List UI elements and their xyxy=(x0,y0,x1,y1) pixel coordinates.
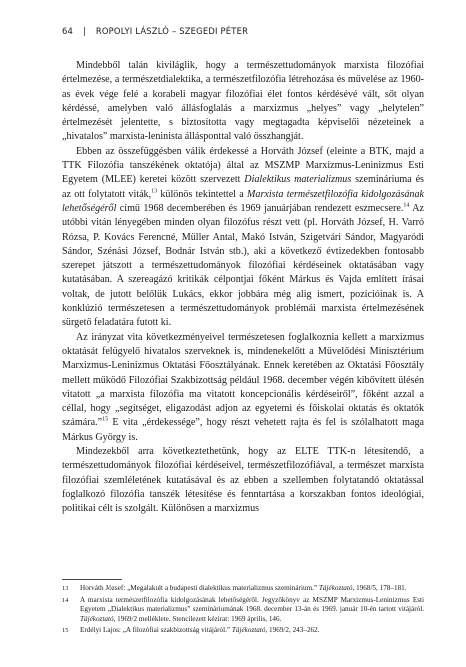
paragraph xyxy=(62,331,424,445)
page-number: 64 xyxy=(62,26,74,36)
paragraph xyxy=(62,59,424,145)
text-run: Az utóbbi vitán lényegében minden olyan filozófus részt vett (pl. Horváth József, H. Varró Rózsa, P. Kovács Ferencné, Müller Antal, Makó István, Szigetvári Sándor, Magyaródi Sándor, Szénási József, Bodnár István stb.), aki a következő évtizedekben fontosabb szerepet játszott a természettudományok filozófiai kérdéseinek oktatásában vagy kutatásában. A szereagázó kritikák célpontjai főként Márkus és Vajda említett írásai voltak, de jutott belőlük Lukács, ekkor jobbára még alig ismert, pozícióinak is. A konklúzió természetesen a természettudományok problémái marxista értelmezésének sürgető feladatára futott ki. xyxy=(62,202,424,329)
text-run: Horváth József: „Megalakult a budapesti dialektikus materializmus szeminárium.” xyxy=(80,584,319,592)
footnotes xyxy=(62,584,424,638)
header-separator: | xyxy=(82,26,86,36)
text-run: Erdélyi Lajos: „A filozófiai szakbizottság vitájáról.” xyxy=(80,626,232,635)
running-title: ROPOLYI LÁSZLÓ – SZEGEDI PÉTER xyxy=(95,26,249,36)
footnote-ref: 14 xyxy=(403,202,410,209)
text-run: A marxista természetfilozófia kidolgozásának lehetőségéről. Jegyzőkönyv az MSZMP Marxizmus-Leninizmus Esti Egyetem „Dialektikus materializmus” szemináriumának 1968. december 13-án és 1969. január 10-én tartott vitájáról. xyxy=(80,595,424,614)
footnote-ref: 13 xyxy=(151,188,158,195)
italic-text: Dialektikus materializmus xyxy=(244,174,352,186)
text-run: Ebben az összefüggésben válik érdekessé a Horváth József (eleinte a BTK, majd a TTK Filozófia tanszékének oktatója) által az MSZMP Marxizmus-Leninizmus Esti Egyetem (MLEE) keretei között szervezett xyxy=(62,145,424,186)
text-run: szemináriuma és az ott folytatott viták, xyxy=(62,174,424,200)
paragraph xyxy=(62,145,424,331)
footnote-text xyxy=(80,584,424,594)
text-run: című 1968 decemberében és 1969 januárjában rendezett eszmecsere. xyxy=(116,202,404,214)
text-run: , 1968/5, 178–181. xyxy=(352,584,407,592)
footnote xyxy=(62,626,424,636)
body-text xyxy=(62,59,424,517)
running-header xyxy=(62,26,248,36)
italic-text: Tájékoztató xyxy=(80,614,114,623)
footnote-ref: 15 xyxy=(102,417,109,424)
text-run: , 1969/2 melléklete. Stencilezett kézirat: 1969 április, 146. xyxy=(113,614,282,623)
paragraph xyxy=(62,445,424,516)
italic-text: Tájékoztató xyxy=(231,626,266,635)
footnote-text xyxy=(80,626,424,636)
footnote-text xyxy=(80,596,424,625)
text-run: Mindezekből arra következtethetünk, hogy az ELTE TTK-n létesítendő, a természettudományok filozófiai kérdéseivel, természetfilozófiával, a természet marxista filozófiai szemléletének kutatásával és az ebben a szellemben folytatandó oktatással foglalkozó filozófia tanszék létesítése és fenntartása a korszakban fontos ideológiai, politikai célt is szolgált. Különösen a marxizmus xyxy=(62,446,424,515)
text-run: , 1969/2, 243–262. xyxy=(265,626,320,635)
text-run: Az irányzat vita következményeivel természetesen foglalkoznia kellett a marxizmus oktatását felügyelő hivatalos szerveknek is, mindenekelőtt a Művelődési Minisztérium Marxizmus-Leninizmus Oktatási Főosztályának. Ennek keretében az Oktatási Főosztály mellett működő Filozófiai Szakbizottság például 1968. december végén kibővített ülésén vitatott „a marxista filozófia ma vitatott koncepcionális kérdéseiről”, főként azzal a céllal, hogy „segítséget, eligazodást adjon az egyetemi és főiskolai oktatás és oktatók számára.” xyxy=(62,331,424,429)
footnote-number: 13 xyxy=(62,585,69,592)
text-run: Mindebből talán kiviláglik, hogy a természettudományok marxista filozófiai értelmezése, a természetdialektika, a természetfilozófia létrehozása és művelése az 1960-as évek vége felé a korabeli magyar filozófiai élet fontos kérdésévé vált, sőt olyan kérdéssé, amelyben való állásfoglalás a marxizmus „helyes” vagy „helytelen” értelmezését jelentette, s biztosította vagy megtagadta képviselői nézeteinek a „hivatalos” marxista-leninista állásponttal való összhangját. xyxy=(62,60,424,143)
text-run: E vita „érdekessége”, hogy részt vehetett rajta és fel is szólalhatott maga Márkus György is. xyxy=(62,417,424,443)
footnote xyxy=(62,596,424,625)
italic-text: Marxista természetfilozófia kidolgozásának lehetőségéről xyxy=(62,188,424,214)
text-run: különös tekintettel a xyxy=(157,188,247,200)
footnote-rule xyxy=(62,579,122,580)
footnote-number: 15 xyxy=(62,627,69,635)
italic-text: Tájékoztató xyxy=(318,584,353,592)
footnote xyxy=(62,584,424,594)
footnote-number: 14 xyxy=(62,596,69,604)
